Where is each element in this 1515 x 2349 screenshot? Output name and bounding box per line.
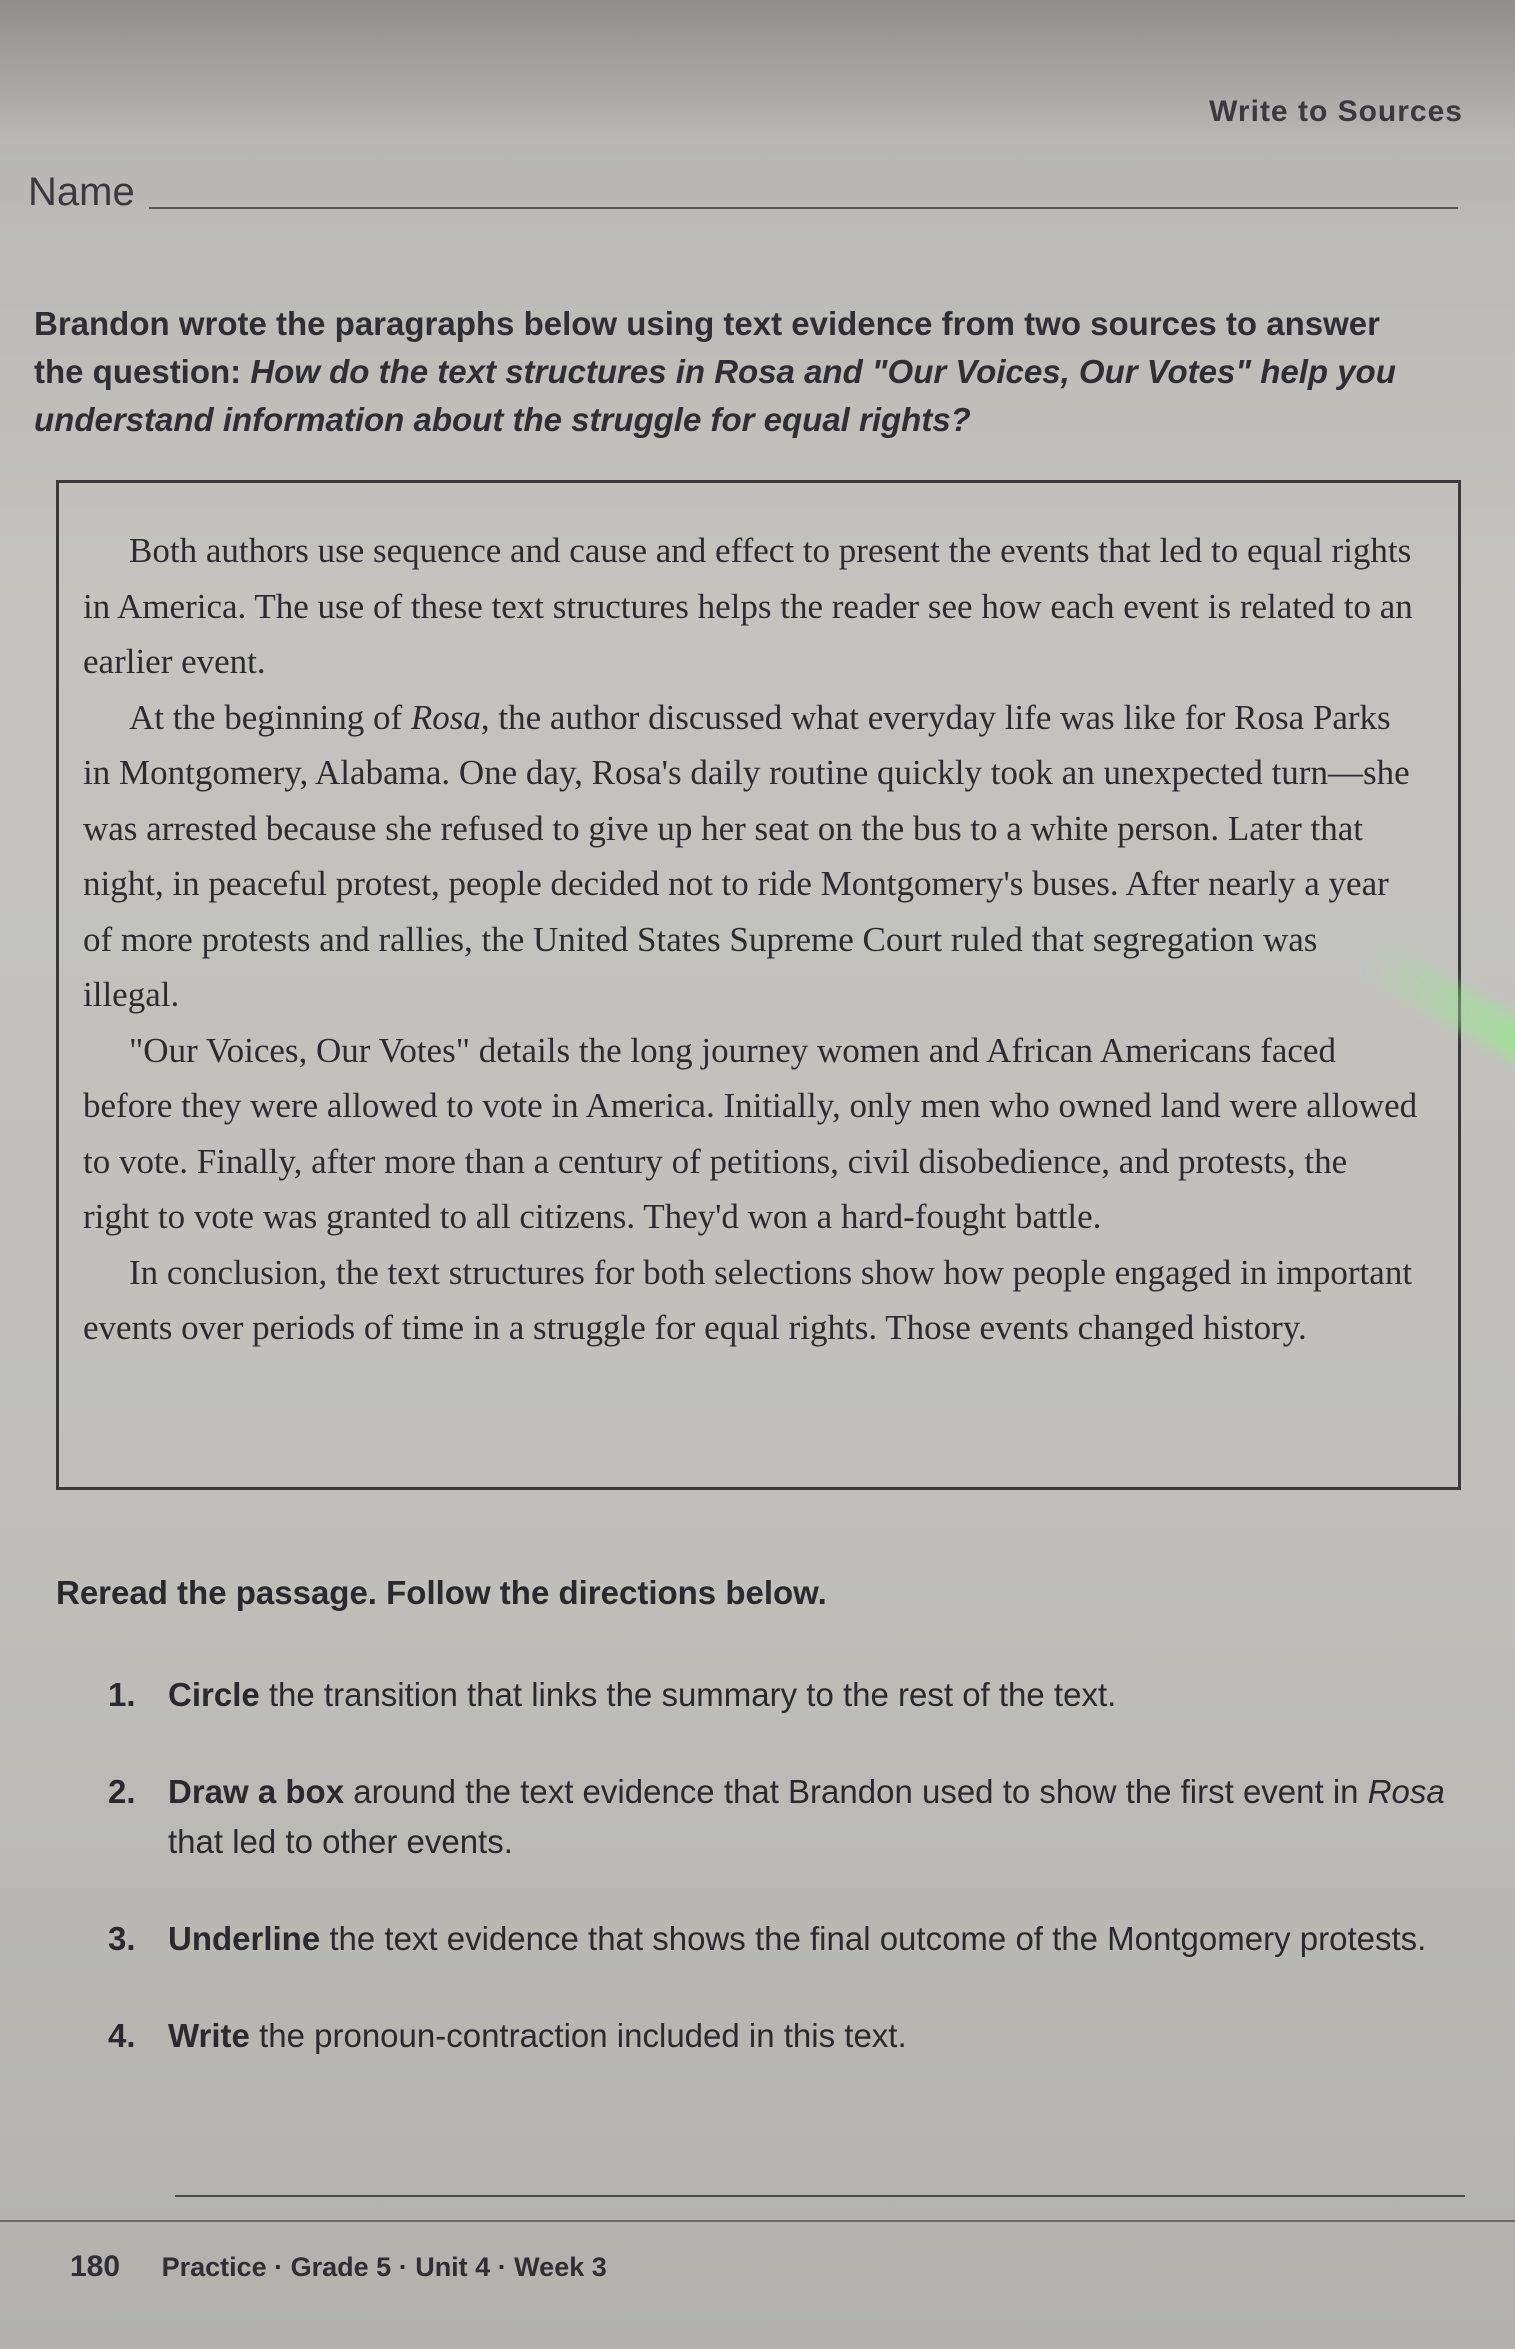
item-verb: Draw a box	[168, 1773, 345, 1810]
intro-prompt	[34, 300, 1434, 444]
item-number: 3.	[108, 1920, 136, 1957]
name-field	[28, 170, 1458, 215]
essay-paragraph-4: In conclusion, the text structures for both selections show how people engaged in important events over periods of time in a struggle for equal rights. Those events changed history.	[83, 1252, 1413, 1347]
item-number: 4.	[108, 2017, 136, 2054]
item-verb: Write	[168, 2017, 250, 2054]
item-text: the text evidence that shows the final outcome of the Montgomery protests.	[320, 1920, 1427, 1957]
intro-question: How do the text structures in Rosa and "Our Voices, Our Votes" help you understand information about the struggle for equal rights?	[34, 353, 1396, 438]
item-verb: Circle	[168, 1676, 260, 1713]
essay-paragraph-3: "Our Voices, Our Votes" details the long journey women and African Americans faced before they were allowed to vote in America. Initially, only men who owned land were allowed to vote. Finally, after more than a century of petitions, civil disobedience, and protests, the right to vote was granted to all citizens. They'd won a hard-fought battle.	[83, 1030, 1418, 1236]
item-text: around the text evidence that Brandon used to show the first event in	[344, 1773, 1368, 1810]
directions-title: Reread the passage. Follow the directions below.	[56, 1574, 827, 1611]
essay-p2-rest: , the author discussed what everyday life was like for Rosa Parks in Montgomery, Alabama. One day, Rosa's daily routine quickly took an unexpected turn—she was arrested because she refused to give up her seat on the bus to a white person. Later that night, in peaceful protest, people decided not to ride Montgomery's buses. After nearly a year of more protests and rallies, the United States Supreme Court ruled that segregation was illegal.	[83, 697, 1410, 1014]
item-verb: Underline	[168, 1920, 321, 1957]
intro-lead: Brandon wrote the paragraphs below using text evidence from two sources to answer the question:	[34, 305, 1380, 390]
answer-write-line[interactable]	[175, 2195, 1465, 2197]
direction-item	[108, 1914, 1468, 1964]
direction-item	[108, 1670, 1468, 1720]
essay-p2-title: Rosa	[410, 697, 481, 737]
direction-item	[108, 1767, 1468, 1867]
page-footer	[70, 2250, 607, 2284]
book-info: Practice · Grade 5 · Unit 4 · Week 3	[161, 2252, 607, 2282]
item-title: Rosa	[1367, 1773, 1445, 1810]
section-label: Write to Sources	[1209, 95, 1463, 128]
essay-paragraph-2	[83, 690, 1418, 1023]
item-number: 2.	[108, 1773, 136, 1810]
item-text-end: that led to other events.	[168, 1823, 513, 1860]
directions-list	[108, 1670, 1468, 2108]
item-text: the pronoun-contraction included in this text.	[249, 2017, 907, 2054]
essay-p2-start: At the beginning of	[129, 697, 411, 737]
name-write-line[interactable]	[149, 207, 1458, 209]
page-number: 180	[70, 2250, 121, 2283]
name-label: Name	[28, 170, 135, 214]
direction-item	[108, 2011, 1468, 2061]
item-number: 1.	[108, 1676, 136, 1713]
essay-paragraph-1: Both authors use sequence and cause and effect to present the events that led to equal rights in America. The use of these text structures helps the reader see how each event is related to an earlier event.	[83, 531, 1413, 681]
footer-divider	[0, 2220, 1515, 2222]
item-text: the transition that links the summary to the rest of the text.	[259, 1676, 1117, 1713]
essay-box	[56, 480, 1461, 1490]
